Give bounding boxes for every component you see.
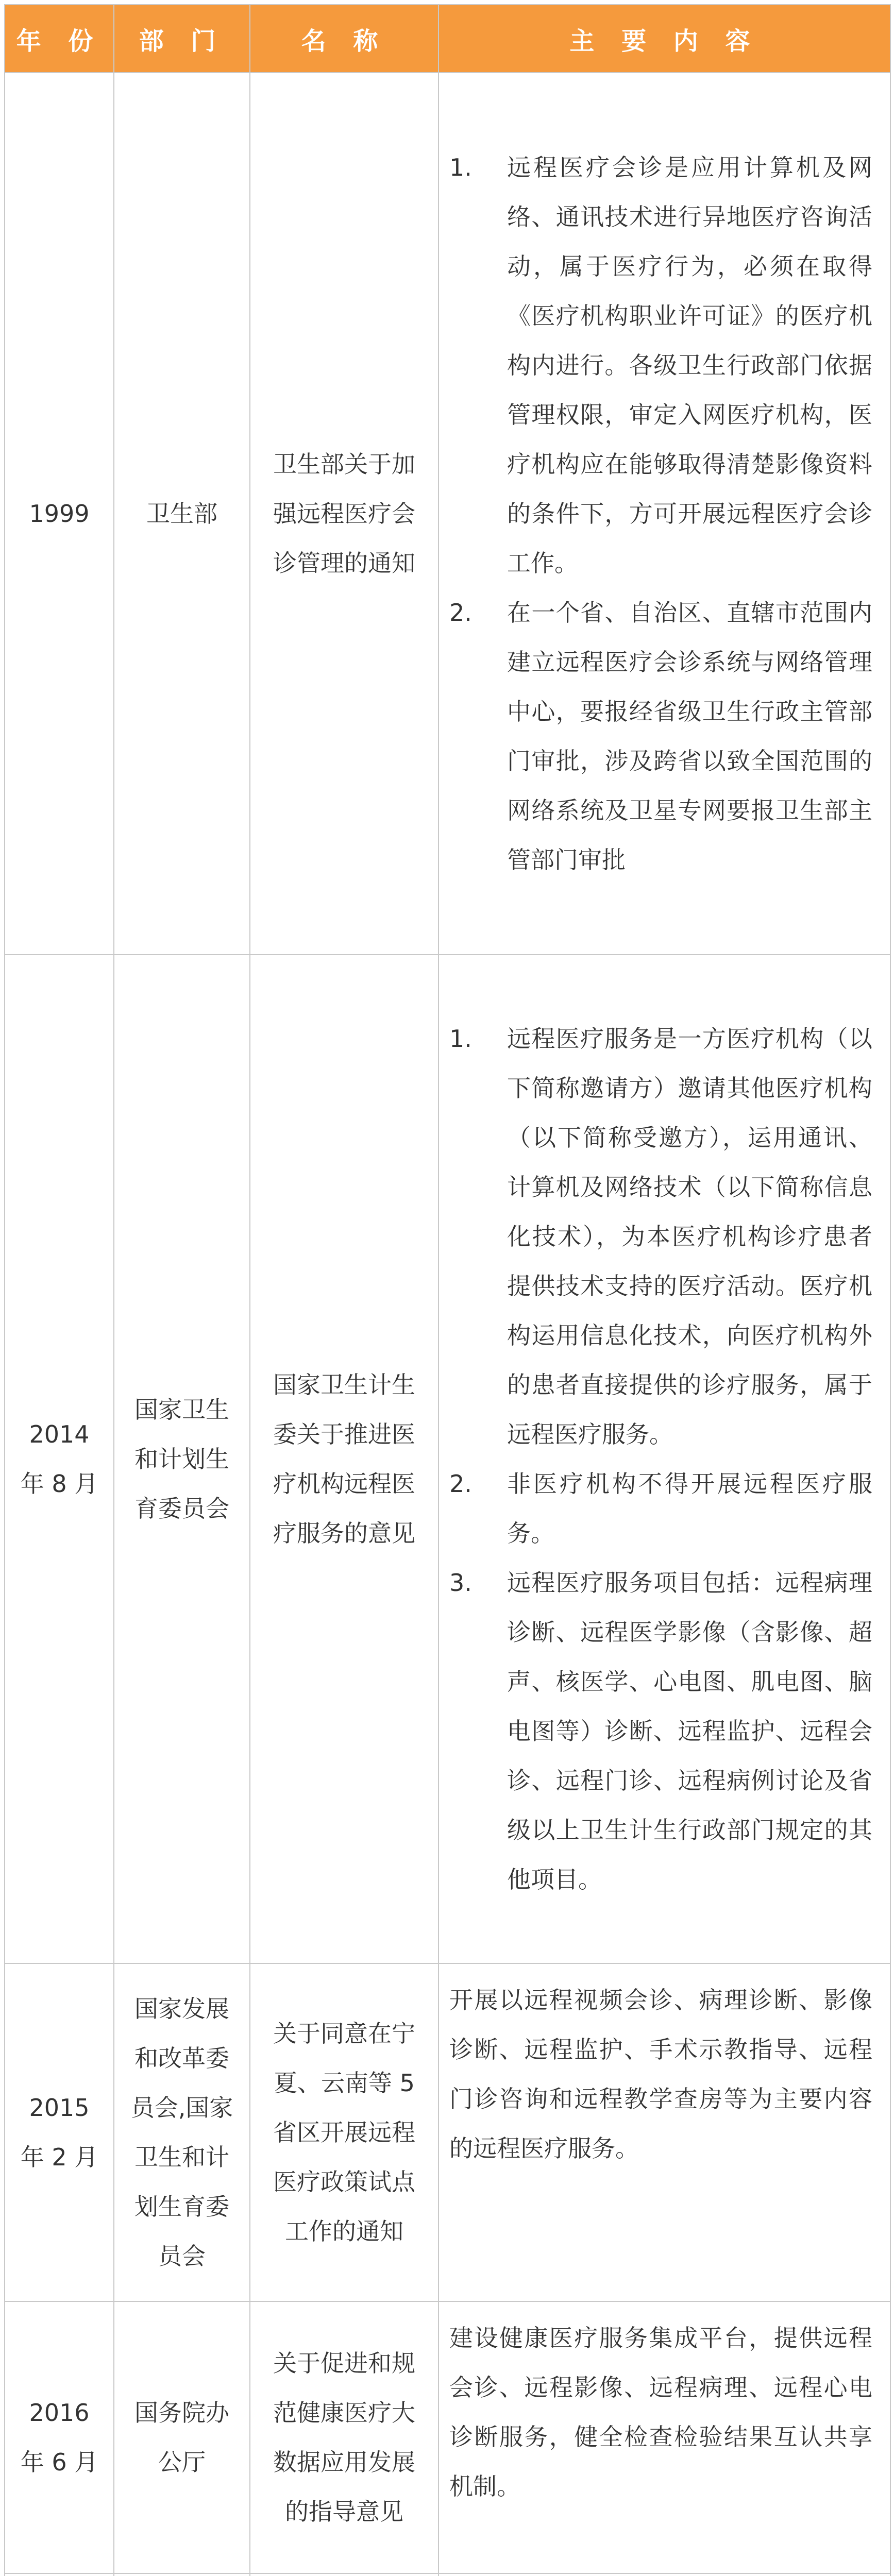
- content-paragraph: 建设健康医疗服务集成平台，提供远程会诊、远程影像、远程病理、远程心电诊断服务，健全检查检验结果互认共享机制。: [449, 2324, 872, 2500]
- list-item: [449, 1014, 872, 1459]
- cell-content: [438, 73, 890, 955]
- item-number: 1.: [449, 154, 472, 181]
- list-item: [449, 588, 872, 885]
- table-header: [5, 5, 890, 73]
- cell-content: [438, 2573, 890, 2576]
- cell-department: [114, 2573, 250, 2576]
- cell-content: [438, 1963, 890, 2301]
- cell-content: [438, 955, 890, 1963]
- content-list: [449, 143, 872, 885]
- item-number: 3.: [449, 1569, 472, 1597]
- header-year: 年 份: [5, 5, 114, 73]
- list-item: [449, 1558, 872, 1904]
- content-list: [449, 1014, 872, 1904]
- item-text: 远程医疗会诊是应用计算机及网络、通讯技术进行异地医疗咨询活动，属于医疗行为，必须在取得《医疗机构职业许可证》的医疗机构内进行。各级卫生行政部门依据管理权限，审定入网医疗机构，医疗机构应在能够取得清楚影像资料的条件下，方可开展远程医疗会诊工作。: [507, 154, 872, 577]
- item-number: 1.: [449, 1025, 472, 1053]
- item-text: 非医疗机构不得开展远程医疗服务。: [507, 1470, 872, 1547]
- cell-department: 卫生部: [114, 73, 250, 955]
- cell-name: 关于促进和规范健康医疗大数据应用发展的指导意见: [250, 2301, 438, 2573]
- list-item: [449, 143, 872, 588]
- cell-year: 2014 年 8 月: [5, 955, 114, 1963]
- policy-table: [4, 4, 891, 2576]
- cell-year: 1999: [5, 73, 114, 955]
- item-number: 2.: [449, 1470, 472, 1498]
- header-name: 名 称: [250, 5, 438, 73]
- cell-name: 卫生部关于加强远程医疗会诊管理的通知: [250, 73, 438, 955]
- cell-department: 国家发展和改革委员会,国家卫生和计划生育委员会: [114, 1963, 250, 2301]
- cell-name: 关于同意在宁夏、云南等 5 省区开展远程医疗政策试点工作的通知: [250, 1963, 438, 2301]
- table-row: [5, 1963, 890, 2301]
- item-text: 远程医疗服务项目包括：远程病理诊断、远程医学影像（含影像、超声、核医学、心电图、肌电图、脑电图等）诊断、远程监护、远程会诊、远程门诊、远程病例讨论及省级以上卫生计生行政部门规定的其他项目。: [507, 1569, 872, 1893]
- table-row: [5, 955, 890, 1963]
- item-text: 远程医疗服务是一方医疗机构（以下简称邀请方）邀请其他医疗机构（以下简称受邀方），运用通讯、计算机及网络技术（以下简称信息化技术），为本医疗机构诊疗患者提供技术支持的医疗活动。医疗机构运用信息化技术，向医疗机构外的患者直接提供的诊疗服务，属于远程医疗服务。: [507, 1025, 872, 1448]
- item-text: 在一个省、自治区、直辖市范围内建立远程医疗会诊系统与网络管理中心，要报经省级卫生行政主管部门审批，涉及跨省以致全国范围的网络系统及卫星专网要报卫生部主管部门审批: [507, 599, 872, 874]
- header-row: [5, 5, 890, 73]
- table-row: [5, 2301, 890, 2573]
- cell-content: [438, 2301, 890, 2573]
- cell-year: 2016 年 6 月: [5, 2301, 114, 2573]
- table-row: [5, 73, 890, 955]
- header-content: 主 要 内 容: [438, 5, 890, 73]
- list-item: [449, 1459, 872, 1558]
- content-paragraph: 开展以远程视频会诊、病理诊断、影像诊断、远程监护、手术示教指导、远程门诊咨询和远程教学查房等为主要内容的远程医疗服务。: [449, 1986, 872, 2162]
- cell-department: 国家卫生和计划生育委员会: [114, 955, 250, 1963]
- item-number: 2.: [449, 599, 472, 626]
- cell-name: 国家卫生计生委关于推进医疗机构远程医疗服务的意见: [250, 955, 438, 1963]
- table-body: [5, 73, 890, 2576]
- cell-name: [250, 2573, 438, 2576]
- cell-year: [5, 2573, 114, 2576]
- table-row: [5, 2573, 890, 2576]
- header-department: 部 门: [114, 5, 250, 73]
- cell-year: 2015 年 2 月: [5, 1963, 114, 2301]
- cell-department: 国务院办公厅: [114, 2301, 250, 2573]
